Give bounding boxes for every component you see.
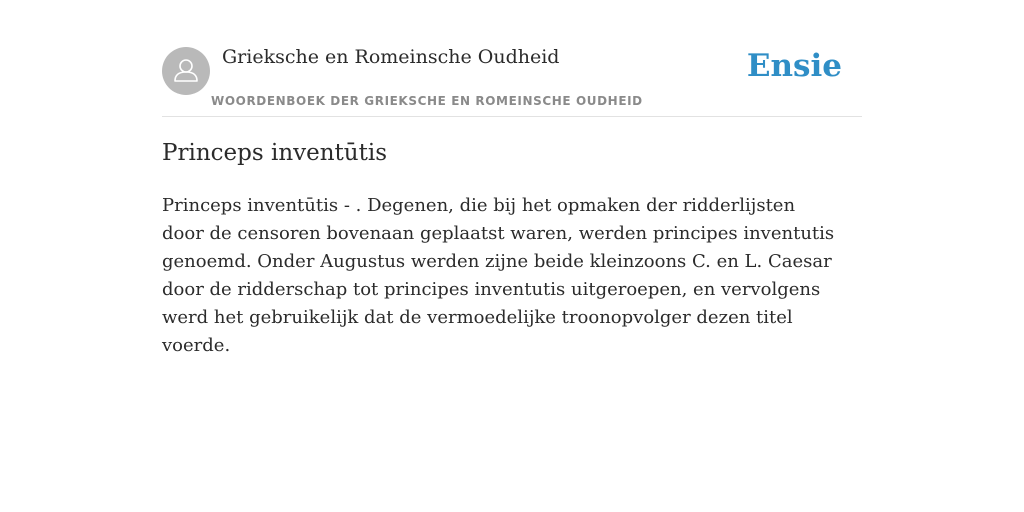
entry-title: Princeps inventūtis	[162, 140, 388, 166]
ensie-logo-link[interactable]: Ensie	[746, 48, 842, 84]
entry-body: Princeps inventūtis - . Degenen, die bij het opmaken der ridderlijsten door de censoren bovenaan geplaatst waren, werden principes inventutis genoemd. Onder Augustus werden zijne beide kleinzoons C. en L. Caesar door de ridderschap tot principes inventutis uitgeroepen, en vervolgens werd het gebruikelijk dat de vermoedelijke troonopvolger dezen titel voerde.	[162, 195, 835, 356]
source-title[interactable]: Grieksche en Romeinsche Oudheid	[222, 46, 560, 68]
source-avatar[interactable]	[162, 47, 210, 95]
source-subtitle: WOORDENBOEK DER GRIEKSCHE EN ROMEINSCHE OUDHEID	[211, 94, 643, 108]
source-header	[162, 44, 862, 117]
user-silhouette-icon	[162, 47, 210, 95]
